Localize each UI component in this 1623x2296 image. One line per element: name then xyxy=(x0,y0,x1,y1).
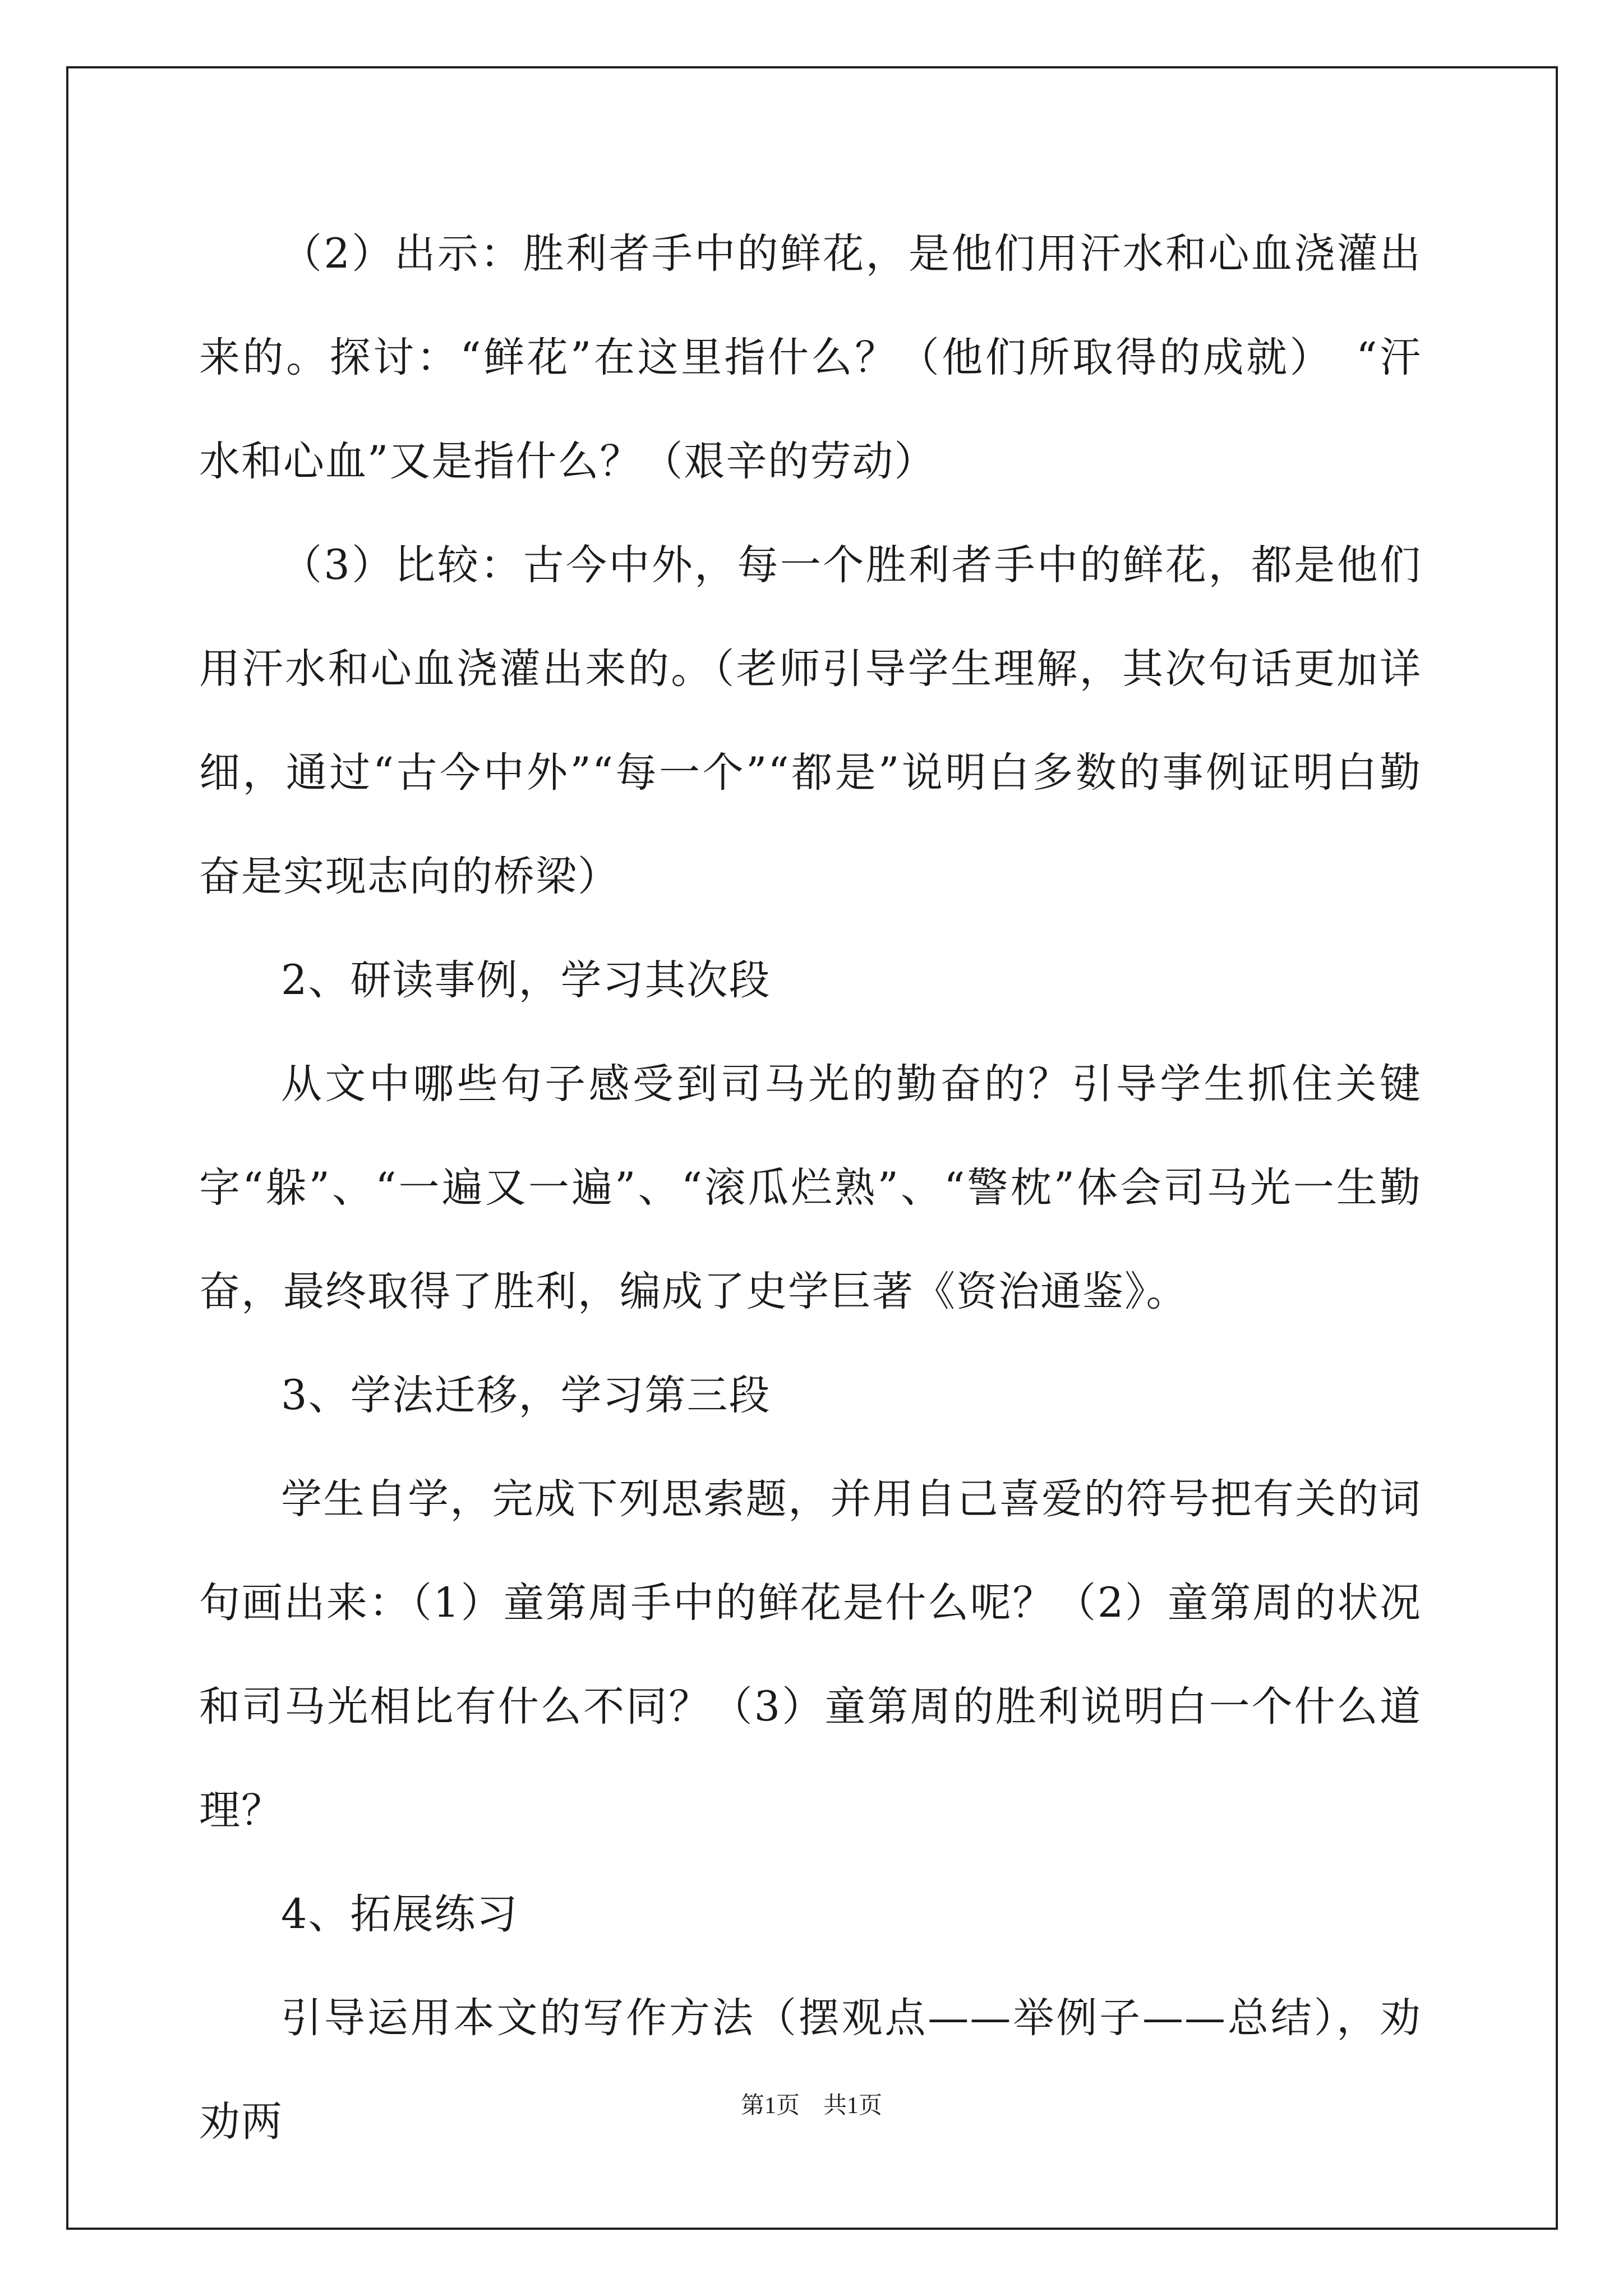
paragraph-1: （2）出示：胜利者手中的鲜花，是他们用汗水和心血浇灌出来的。探讨：“鲜花”在这里指什么？（他们所取得的成就） “汗水和心血”又是指什么？（艰辛的劳动） xyxy=(199,230,1422,485)
section-heading-3: 3、学法迁移，学习第三段 xyxy=(281,1372,771,1419)
section-heading-4: 4、拓展练习 xyxy=(281,1890,519,1938)
page-number-footer: 第1页 共1页 xyxy=(740,2093,882,2119)
paragraph-5: 引导运用本文的写作方法（摆观点——举例子——总结），劝劝两 xyxy=(199,1994,1422,2146)
document-body xyxy=(199,202,1422,2174)
paragraph-4: 学生自学，完成下列思索题，并用自己喜爱的符号把有关的词句画出来：（1）童第周手中的鲜花是什么呢？（2）童第周的状况和司马光相比有什么不同？（3）童第周的胜利说明白一个什么道理？ xyxy=(199,1475,1422,1834)
section-heading-2: 2、研读事例，学习其次段 xyxy=(281,956,771,1004)
paragraph-3: 从文中哪些句子感受到司马光的勤奋的？引导学生抓住关键字“躲”、“一遍又一遍”、“滚瓜烂熟”、“警枕”体会司马光一生勤奋，最终取得了胜利，编成了史学巨著《资治通鉴》。 xyxy=(199,1060,1422,1315)
paragraph-2: （3）比较：古今中外，每一个胜利者手中的鲜花，都是他们用汗水和心血浇灌出来的。（老师引导学生理解，其次句话更加详细，通过“古今中外”“每一个”“都是”说明白多数的事例证明白勤奋是实现志向的桥梁） xyxy=(199,541,1422,900)
